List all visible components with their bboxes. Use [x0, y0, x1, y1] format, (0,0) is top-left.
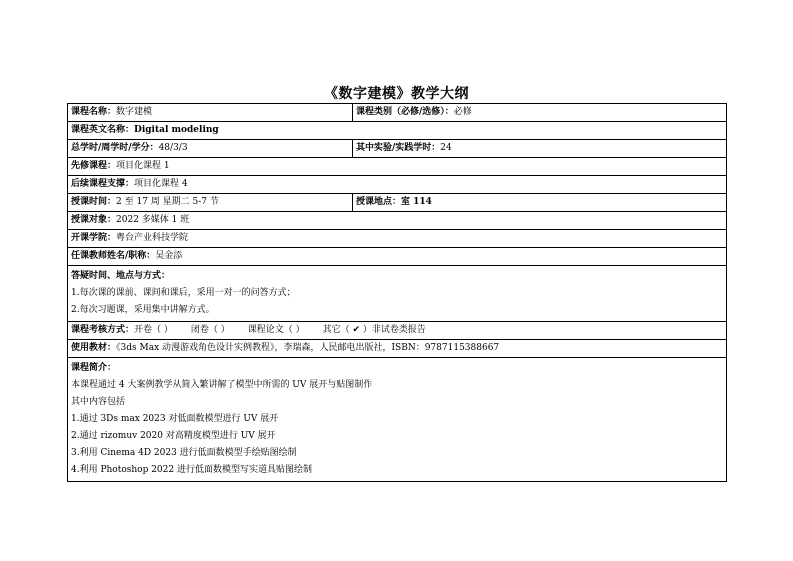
textbook-cell: 使用教材：《3ds Max 动漫游戏角色设计实例教程》，李瑞森，人民邮电出版社，ISBN：9787115388667 [68, 340, 727, 358]
qa-line: 1.每次课的课前、课间和课后，采用一对一的问答方式； [71, 288, 296, 298]
table-row [68, 340, 727, 358]
syllabus-table [67, 103, 727, 482]
intro-cell [68, 358, 727, 482]
document-title: 《数字建模》教学大纲 [324, 86, 469, 102]
assessment-option-other: 其它（ ✔ ）非试卷类报告 [322, 325, 426, 335]
english-name-cell: 课程英文名称：Digital modeling [68, 122, 727, 140]
table-row [68, 140, 727, 158]
assessment-cell: 课程考核方式：开卷（ ） 闭卷（ ） 课程论文（ ） 其它（ ✔ ）非试卷类报告 [68, 322, 727, 340]
intro-label: 课程简介： [71, 363, 117, 373]
intro-line: 其中内容包括 [71, 397, 126, 407]
practice-hours-cell: 其中实验/实践学时：24 [353, 140, 727, 158]
audience-cell: 授课对象：2022 多媒体 1 班 [68, 212, 727, 230]
assessment-option-open-book: 开卷（ ） [134, 325, 173, 335]
hours-cell: 总学时/周学时/学分：48/3/3 [68, 140, 353, 158]
table-row [68, 358, 727, 482]
table-row [68, 230, 727, 248]
intro-line: 3.利用 Cinema 4D 2023 进行低面数模型手绘贴图绘制 [71, 448, 297, 458]
table-row [68, 248, 727, 266]
assessment-option-closed-book: 闭卷（ ） [190, 325, 230, 335]
table-row [68, 122, 727, 140]
prerequisite-cell: 先修课程：项目化课程 1 [68, 158, 727, 176]
place-cell: 授课地点：室 114 [353, 194, 727, 212]
qa-label: 答疑时间、地点与方式： [71, 271, 171, 281]
intro-line: 1.通过 3Ds max 2023 对低面数模型进行 UV 展开 [71, 414, 279, 424]
college-cell: 开课学院：粤台产业科技学院 [68, 230, 727, 248]
table-row [68, 266, 727, 322]
assessment-option-paper: 课程论文（ ） [247, 325, 305, 335]
qa-cell [68, 266, 727, 322]
followup-cell: 后续课程支撑：项目化课程 4 [68, 176, 727, 194]
table-row [68, 158, 727, 176]
table-row [68, 194, 727, 212]
intro-line: 4.利用 Photoshop 2022 进行低面数模型写实道具贴图绘制 [71, 465, 312, 475]
qa-line: 2.每次习题课，采用集中讲解方式。 [71, 305, 215, 315]
intro-line: 本课程通过 4 大案例教学从简入繁讲解了模型中所需的 UV 展开与贴图制作 [71, 380, 373, 390]
table-row [68, 212, 727, 230]
teacher-cell: 任课教师姓名/职称：吴金添 [68, 248, 727, 266]
course-name-cell: 课程名称：数字建模 [68, 104, 353, 122]
time-cell: 授课时间：2 至 17 周 星期二 5-7 节 [68, 194, 353, 212]
table-row [68, 176, 727, 194]
intro-line: 2.通过 rizomuv 2020 对高精度模型进行 UV 展开 [71, 431, 276, 441]
table-row [68, 104, 727, 122]
table-row [68, 322, 727, 340]
course-type-cell: 课程类别（必修/选修）：必修 [353, 104, 727, 122]
